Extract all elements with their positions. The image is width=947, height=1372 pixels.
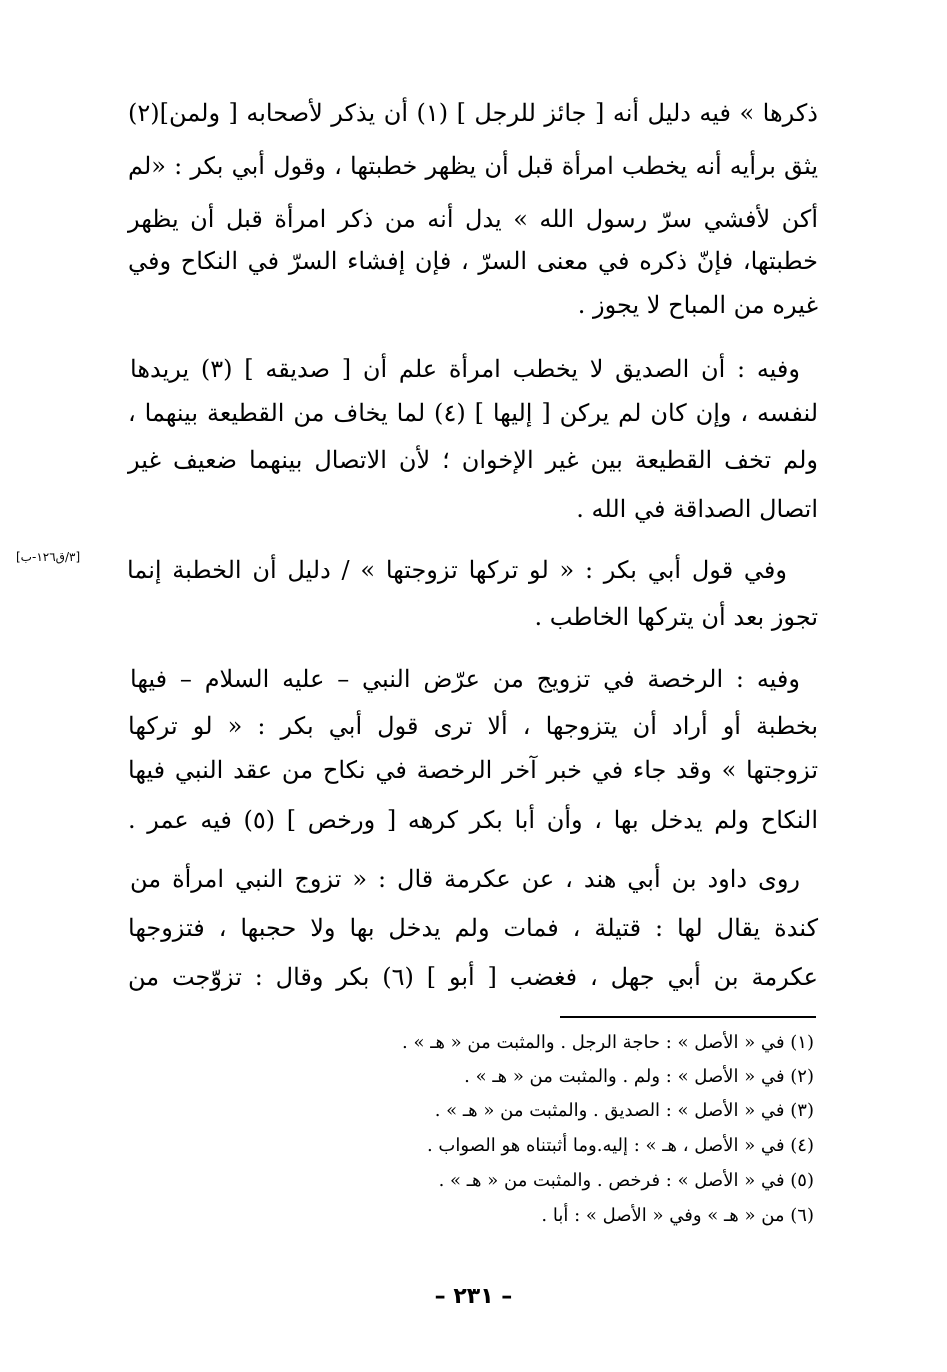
text-line: عكرمة بن أبي جهل ، فغضب [ أبو ] (٦) بكر وقال : تزوّجت من bbox=[128, 963, 818, 991]
text-line: يثق برأيه أنه يخطب امرأة قبل أن يظهر خطبتها ، وقول أبي بكر : «لم bbox=[128, 152, 818, 180]
text-line: بخطبة أو أراد أن يتزوجها ، ألا ترى قول أبي بكر : « لو تركها bbox=[128, 712, 818, 740]
text-line: وفي قول أبي بكر : « لو تركها تزوجتها » / دليل أن الخطبة إنما bbox=[127, 556, 787, 584]
footnote-separator bbox=[560, 1016, 816, 1018]
footnote: (١) في « الأصل » : حاجة الرجل . والمثبت من « هـ » . bbox=[402, 1032, 814, 1053]
text-line: وفيه : الرخصة في تزويج من عرّض النبي – عليه السلام – فيها bbox=[130, 665, 800, 693]
footnote: (٦) من « هـ » وفي « الأصل » : أبا . bbox=[541, 1205, 814, 1226]
text-line: ذكرها » فيه دليل أنه [ جائز للرجل ] (١) أن يذكر لأصحابه [ ولمن](٢) bbox=[128, 99, 818, 127]
text-line: تزوجتها » وقد جاء في خبر آخر الرخصة في نكاح من عقد النبي فيها bbox=[128, 756, 818, 784]
text-line: خطبتها، فإنّ ذكره في معنى السرّ ، فإن إفشاء السرّ في النكاح وفي bbox=[128, 247, 818, 275]
text-line: كندة يقال لها : قتيلة ، فمات ولم يدخل بها ولا حجبها ، فتزوجها bbox=[128, 914, 818, 942]
text-line: لنفسه ، وإن كان لم يركن [ إليها ] (٤) لما يخاف من القطيعة بينهما ، bbox=[128, 399, 819, 427]
text-line: تجوز بعد أن يتركها الخاطب . bbox=[534, 603, 818, 631]
text-line: النكاح ولم يدخل بها ، وأن أبا بكر كرهه [ ورخص ] (٥) فيه عمر . bbox=[128, 806, 818, 834]
text-line: وفيه : أن الصديق لا يخطب امرأة علم أن [ صديقه ] (٣) يريدها bbox=[130, 355, 800, 383]
footnote: (٤) في « الأصل ، هـ » : إليه.وما أثبتناه هو الصواب . bbox=[426, 1135, 814, 1156]
page-number: – ٢٣١ – bbox=[434, 1284, 513, 1309]
margin-folio-note: [٣/ق١٢٦-ب] bbox=[16, 550, 81, 564]
footnote: (٢) في « الأصل » : ولم . والمثبت من « هـ » . bbox=[464, 1066, 814, 1087]
text-line: أكن لأفشي سرّ رسول الله » يدل أنه من ذكر امرأة قبل أن يظهر bbox=[128, 205, 818, 233]
footnote: (٥) في « الأصل » : فرخص . والمثبت من « هـ » . bbox=[438, 1170, 814, 1191]
text-line: اتصال الصداقة في الله . bbox=[576, 495, 818, 523]
text-line: روى داود بن أبي هند ، عن عكرمة قال : « تزوج النبي امرأة من bbox=[130, 865, 800, 893]
footnote: (٣) في « الأصل » : الصديق . والمثبت من « هـ » . bbox=[434, 1100, 814, 1121]
text-line: غيره من المباح لا يجوز . bbox=[577, 291, 818, 319]
text-line: ولم تخف القطيعة بين غير الإخوان ؛ لأن الاتصال بينهما ضعيف غير bbox=[128, 446, 818, 474]
